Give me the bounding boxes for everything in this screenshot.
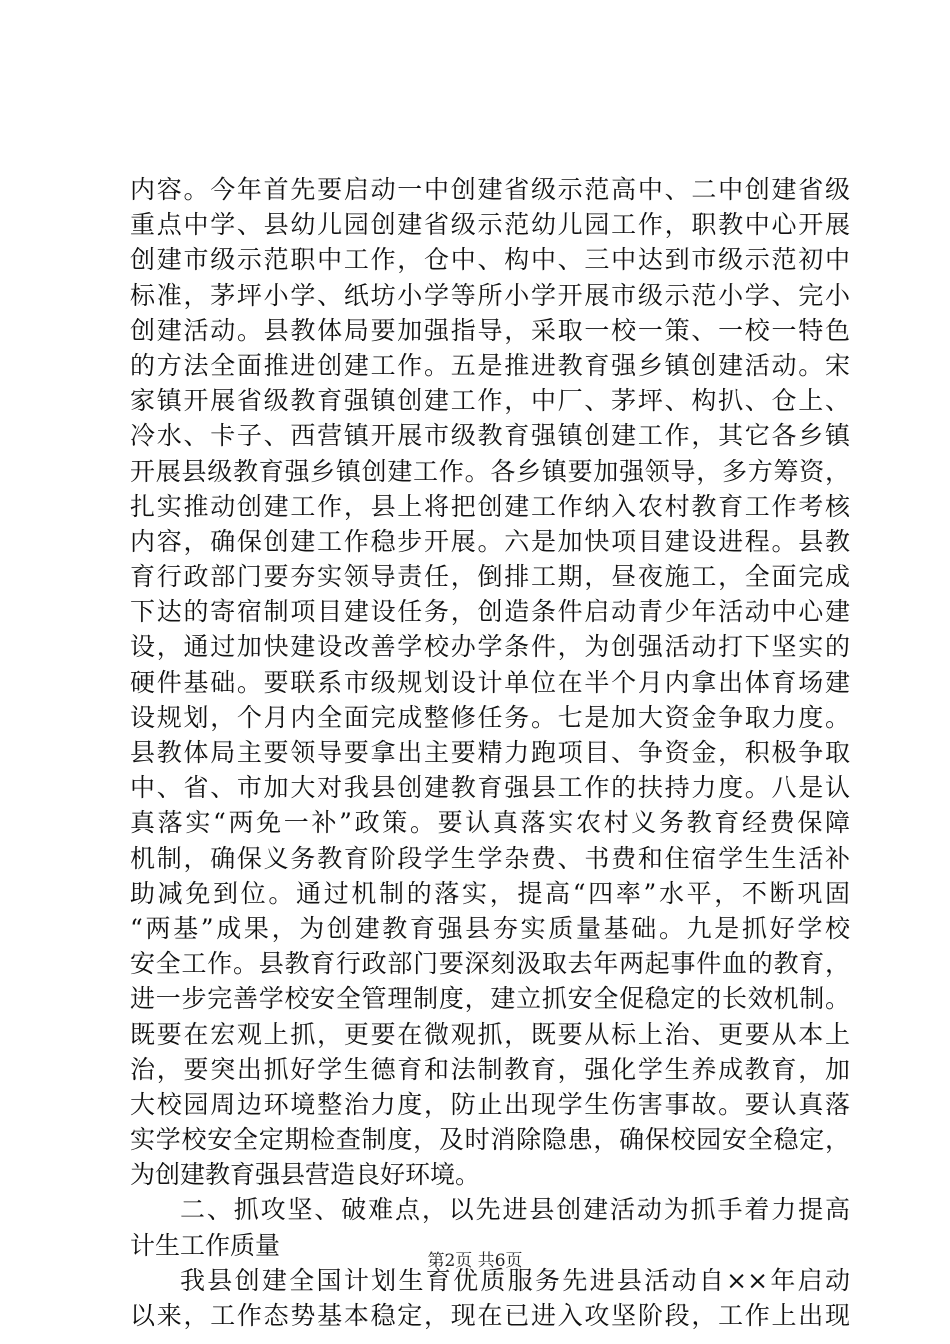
text-line: 育行政部门要夯实领导责任，倒排工期，昼夜施工，全面完成: [130, 562, 850, 592]
text-line: 标准，茅坪小学、纸坊小学等所小学开展市级示范小学、完小: [130, 280, 850, 310]
text-line: 实学校安全定期检查制度，及时消除隐患，确保校园安全稳定，: [130, 1125, 850, 1155]
text-line: 既要在宏观上抓，更要在微观抓，既要从标上治、更要从本上: [130, 1019, 850, 1049]
text-line: 硬件基础。要联系市级规划设计单位在半个月内拿出体育场建: [130, 667, 850, 697]
section-heading-line: 二、抓攻坚、破难点，以先进县创建活动为抓手着力提高: [180, 1195, 850, 1225]
section-heading-line: 计生工作质量: [130, 1230, 281, 1260]
text-line: “两基”成果，为创建教育强县夯实质量基础。九是抓好学校: [130, 913, 850, 943]
text-line: 治，要突出抓好学生德育和法制教育，强化学生养成教育，加: [130, 1054, 850, 1084]
text-line: 设，通过加快建设改善学校办学条件，为创强活动打下坚实的: [130, 632, 850, 662]
body-text: [130, 172, 850, 1333]
text-line: 以来，工作态势基本稳定，现在已进入攻坚阶段，工作上出现: [130, 1301, 850, 1330]
text-line: 中、省、市加大对我县创建教育强县工作的扶持力度。八是认: [130, 773, 850, 803]
text-line: 进一步完善学校安全管理制度，建立抓安全促稳定的长效机制。: [130, 984, 850, 1014]
text-line: 家镇开展省级教育强镇创建工作，中厂、茅坪、构扒、仓上、: [130, 386, 850, 416]
text-line: 重点中学、县幼儿园创建省级示范幼儿园工作，职教中心开展: [130, 210, 850, 240]
text-line: 助减免到位。通过机制的落实，提高“四率”水平，不断巩固: [130, 878, 850, 908]
text-line: 大校园周边环境整治力度，防止出现学生伤害事故。要认真落: [130, 1089, 850, 1119]
text-line: 冷水、卡子、西营镇开展市级教育强镇创建工作，其它各乡镇: [130, 421, 850, 451]
text-line: 下达的寄宿制项目建设任务，创造条件启动青少年活动中心建: [130, 597, 850, 627]
text-line: 创建市级示范职中工作，仓中、构中、三中达到市级示范初中: [130, 245, 850, 275]
text-line: 的方法全面推进创建工作。五是推进教育强乡镇创建活动。宋: [130, 350, 850, 380]
text-line: 真落实“两免一补”政策。要认真落实农村义务教育经费保障: [130, 808, 850, 838]
text-line: 安全工作。县教育行政部门要深刻汲取去年两起事件血的教育，: [130, 949, 850, 979]
text-line: 设规划，个月内全面完成整修任务。七是加大资金争取力度。: [130, 702, 850, 732]
text-line: 创建活动。县教体局要加强指导，采取一校一策、一校一特色: [130, 315, 850, 345]
text-line: 县教体局主要领导要拿出主要精力跑项目、争资金，积极争取: [130, 738, 850, 767]
text-line: 内容，确保创建工作稳步开展。六是加快项目建设进程。县教: [130, 526, 850, 556]
text-line: 机制，确保义务教育阶段学生学杂费、书费和住宿学生生活补: [130, 843, 850, 873]
paragraph-end-line: 为创建教育强县营造良好环境。: [130, 1160, 481, 1190]
text-line: 开展县级教育强乡镇创建工作。各乡镇要加强领导，多方筹资，: [130, 456, 850, 486]
text-line: 扎实推动创建工作，县上将把创建工作纳入农村教育工作考核: [130, 491, 850, 521]
text-line: 内容。今年首先要启动一中创建省级示范高中、二中创建省级: [130, 175, 850, 204]
page-number-footer: 第2页 共6页: [427, 1251, 523, 1271]
paragraph-first-line: 我县创建全国计划生育优质服务先进县活动自××年启动: [180, 1265, 850, 1295]
